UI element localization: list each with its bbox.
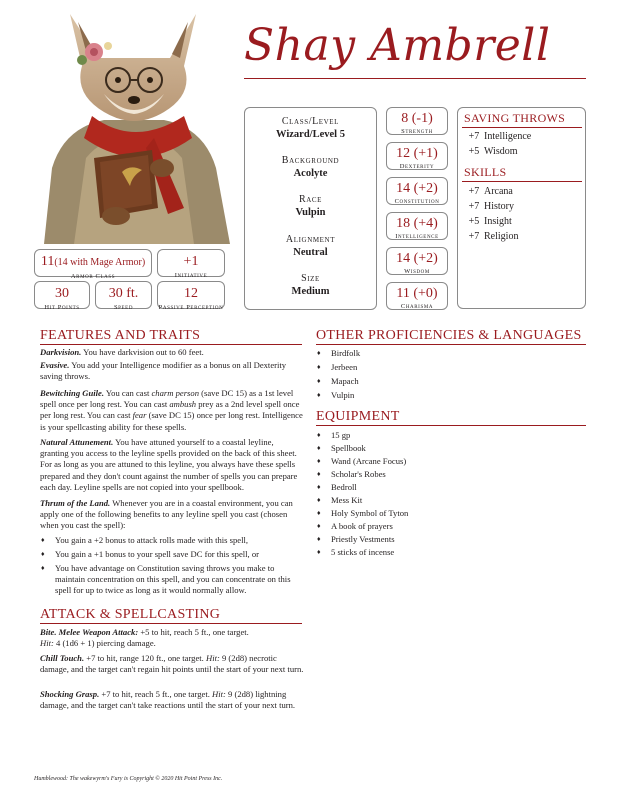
feature-darkvision [40,347,304,358]
feature-text: (save DC 15) once per long rest. Intelligence is your spellcasting ability for these spells. [40,410,303,432]
equipment-item: ♦ A book of prayers [316,521,393,532]
size-item [245,273,376,297]
hit-text: 9 (2d8) lightning damage, and the target can't take reactions until the start of your next turn. [40,689,296,711]
skill-row [464,201,514,212]
ability-intelligence [386,212,448,240]
speed-box [95,281,152,309]
armor-class-note: (14 with Mage Armor) [54,257,146,268]
attack-text: +7 to hit, reach 5 ft., one target. [99,689,213,699]
feature-bewitching-guile [40,388,304,433]
proficiency-item: ♦ Jerbeen [316,362,357,373]
features-heading: FEATURES AND TRAITS [40,328,201,343]
character-name: Shay Ambrell [244,20,551,71]
feature-name: Evasive. [40,360,70,370]
ability-label: Constitution [394,198,440,205]
feature-text: You add your Intelligence modifier as a bonus on all Dexterity saving throws. [40,360,287,382]
save-mod: +5 [468,146,480,157]
skill-row [464,186,513,197]
passive-perception-label: Passive Perception [158,304,224,311]
ability-score: 14 (+2) [396,181,438,196]
feature-text: You have darkvision out to 60 feet. [81,347,204,357]
feature-name: Thrum of the Land. [40,498,111,508]
attack-name: Chill Touch. [40,653,85,663]
skill-name: History [484,201,514,212]
fox-portrait-illustration [34,8,234,244]
attack-text: +5 to hit, reach 5 ft., one target. [138,627,249,637]
ability-charisma [386,282,448,310]
equipment-item: ♦ Bedroll [316,482,357,493]
race-label: Race [298,194,323,205]
thrum-bullet: ♦ You have advantage on Constitution saving throws you make to maintain concentration on this spell, and you can concentrate on this spell for up to twice as long as it would normally allow. [40,563,304,597]
ability-label: Intelligence [395,233,439,240]
saves-skills-panel [457,107,586,309]
feature-name: Natural Attunement. [40,437,114,447]
skill-mod: +5 [468,216,480,227]
attack-bite [40,627,304,649]
equipment-item: ♦ Mess Kit [316,495,362,506]
feature-evasive [40,360,304,382]
skills-heading: SKILLS [464,165,507,179]
ability-score: 18 (+4) [396,216,438,231]
ability-wisdom [386,247,448,275]
equipment-rule [316,425,586,426]
equipment-item: ♦ 5 sticks of incense [316,547,394,558]
save-name: Intelligence [484,131,532,142]
equipment-item: ♦ 15 gp [316,430,350,441]
skill-row [464,231,518,242]
ability-strength [386,107,448,135]
skills-rule [462,181,582,182]
feature-text: You can cast [103,388,152,398]
name-divider [244,78,586,79]
hit-text: 9 (2d8) necrotic damage, and the target can't regain hit points until the start of your next turn. [40,653,304,675]
feature-text: Whenever you are in a coastal environment, you can apply one of the following benefits to any leyline spell you cast (chosen when you cast the spell): [40,498,293,531]
proficiency-item: ♦ Birdfolk [316,348,360,359]
ability-dexterity [386,142,448,170]
armor-class-label: Armor Class [70,273,116,280]
alignment-value: Neutral [293,247,328,258]
skill-mod: +7 [468,186,480,197]
proficiency-item: ♦ Vulpin [316,390,354,401]
hit-label: Hit: [205,653,220,663]
attack-shocking-grasp [40,689,304,711]
skill-row [464,216,512,227]
armor-class-box [34,249,152,280]
feature-name: Bewitching Guile. [40,388,104,398]
attacks-heading: ATTACK & SPELLCASTING [40,607,221,622]
attack-name: Bite. Melee Weapon Attack: [40,627,139,637]
size-label: Size [301,273,320,284]
saving-throw-row [464,146,518,157]
ability-label: Charisma [400,303,434,310]
character-portrait [34,8,234,244]
saving-throw-row [464,131,531,142]
attack-chill-touch [40,653,304,675]
spell-name: charm person [151,388,199,398]
ability-label: Dexterity [399,163,435,170]
alignment-label: Alignment [285,234,336,245]
character-info-panel [244,107,377,310]
feature-text: You have attuned yourself to a coastal leyline, granting you access to the leyline spells provided on the back of this sheet. For as long as you are attuned to this leyline, you always have these spells prepared and they don't count against the number of spells you can prepare each day. Leyline spells are not copied into your spellbook. [40,437,298,492]
feature-thrum-of-the-land [40,498,304,532]
spell-name: ambush [169,399,197,410]
feature-name: Darkvision. [40,347,82,357]
class-level-value: Wizard/Level 5 [276,129,345,140]
race-value: Vulpin [295,207,326,218]
ability-score: 14 (+2) [396,251,438,266]
save-name: Wisdom [484,146,518,157]
ability-score: 12 (+1) [396,146,438,161]
equipment-item: ♦ Holy Symbol of Tyton [316,508,408,519]
ability-score: 8 (-1) [401,111,433,126]
hit-points-box [34,281,90,309]
attacks-rule [40,623,302,624]
skill-mod: +7 [468,231,480,242]
passive-perception-value: 12 [184,286,198,301]
thrum-bullet: ♦ You gain a +2 bonus to attack rolls made with this spell, [40,535,304,546]
size-value: Medium [291,286,330,297]
speed-label: Speed [113,304,134,311]
speed-value: 30 ft. [108,286,139,301]
equipment-item: ♦ Wand (Arcane Focus) [316,456,406,467]
equipment-item: ♦ Priestly Vestments [316,534,395,545]
thrum-bullet: ♦ You gain a +1 bonus to your spell save DC for this spell, or [40,549,304,560]
hit-points-value: 30 [55,286,69,301]
feature-text: prey as a 2nd level spell once per long rest. You can cast [40,399,300,421]
hit-text: 4 (1d6 + 1) piercing damage. [53,638,156,649]
hit-label: Hit: [40,638,54,649]
equipment-item: ♦ Spellbook [316,443,366,454]
ability-constitution [386,177,448,205]
save-mod: +7 [468,131,480,142]
ability-score: 11 (+0) [396,286,438,301]
initiative-value: +1 [183,254,199,269]
ability-label: Strength [401,128,433,135]
saving-throws-heading: SAVING THROWS [464,111,566,125]
class-level-item [245,116,376,140]
proficiencies-heading: OTHER PROFICIENCIES & LANGUAGES [316,328,582,343]
armor-class-value: 11 [40,254,55,269]
copyright-footer: Humblewood: The wakewyrm's Fury is Copyright © 2020 Hit Point Press Inc. [34,776,223,782]
proficiencies-rule [316,344,586,345]
proficiency-item: ♦ Mapach [316,376,359,387]
background-value: Acolyte [293,168,328,179]
hit-points-label: Hit Points [44,304,80,311]
feature-text: (save DC 15) as a 1st level spell once per long rest. You can cast [40,388,294,410]
skill-mod: +7 [468,201,480,212]
background-item [245,155,376,179]
hit-label: Hit: [212,689,226,699]
attack-name: Shocking Grasp. [40,689,100,699]
race-item [245,194,376,218]
skill-name: Arcana [484,186,513,197]
saving-throws-rule [462,127,582,128]
feature-natural-attunement [40,437,304,493]
initiative-label: Initiative [174,272,208,279]
alignment-item [245,234,376,258]
equipment-item: ♦ Scholar's Robes [316,469,386,480]
initiative-box [157,249,225,277]
passive-perception-box [157,281,225,309]
spell-name: fear [132,410,147,421]
skill-name: Religion [484,231,519,242]
attack-text: +7 to hit, range 120 ft., one target. [84,653,206,663]
skill-name: Insight [484,216,512,227]
ability-label: Wisdom [404,268,430,275]
equipment-heading: EQUIPMENT [316,409,400,424]
features-rule [40,344,302,345]
background-label: Background [281,155,340,166]
class-level-label: Class/Level [281,116,340,127]
